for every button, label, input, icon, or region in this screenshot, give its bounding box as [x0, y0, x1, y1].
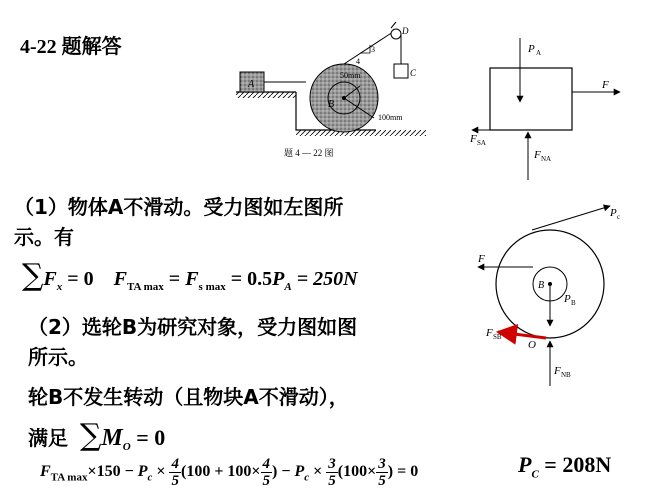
force-fsb-arrow	[498, 332, 546, 338]
force-pc-arrow	[532, 206, 610, 230]
svg-text:SB: SB	[493, 333, 502, 341]
svg-text:NB: NB	[561, 371, 571, 379]
svg-text:B: B	[571, 299, 576, 307]
svg-text:c: c	[617, 213, 621, 221]
equation-2: 满足 $\sum M_O = 0$	[28, 418, 166, 453]
label-b: B	[328, 99, 335, 110]
force-pb-label: P	[564, 293, 571, 305]
force-fna-label: F	[534, 149, 541, 161]
figure-caption: 题 4 — 22 图	[284, 148, 334, 158]
svg-text:A: A	[536, 49, 542, 57]
ground-bottom	[296, 130, 426, 136]
label-r-big: 100mm	[378, 113, 403, 122]
force-fnb-label: F	[554, 365, 561, 377]
label-slope-3: 3	[371, 45, 375, 54]
svg-text:SA: SA	[477, 139, 486, 147]
pulley-d	[391, 29, 401, 39]
label-a: A	[248, 79, 255, 90]
force-fsb-label: F	[486, 327, 493, 339]
force-f-label: F	[478, 253, 485, 265]
block-c	[394, 64, 408, 78]
point-o-label: O	[528, 339, 536, 351]
wheel-b-label: B	[538, 280, 545, 291]
label-slope-4: 4	[356, 57, 360, 66]
equation-3: $F_{TA max}\times 150 - P_c$ × $\frac{4}{5}$ (100 + 100× $\frac{4}{5}$ ) − $P_c$ × $\frac{3}{5}$ (100× $\frac{3}{5}$ ) = 0	[40, 456, 419, 489]
svg-text:NA: NA	[541, 155, 552, 163]
step3-text: 轮B不发生转动（且物块A不滑动），	[28, 385, 349, 409]
force-f-label: F	[602, 79, 609, 91]
page-title: 4-22 题解答	[20, 36, 122, 58]
problem-figure	[236, 20, 436, 170]
force-fsa-label: F	[470, 133, 477, 145]
answer: $P_C = 208N$	[518, 452, 612, 481]
equation-1: $\sum F_x = 0$ $F_{TA max} = F_{s max} = 0.5P_A = 250N$	[22, 258, 358, 293]
fbd-block-a	[462, 30, 642, 180]
fbd-wheel-b	[470, 196, 660, 386]
block-a-box	[490, 68, 572, 130]
label-r-small: 50mm	[340, 71, 361, 80]
ground-left	[236, 92, 296, 98]
step2-text: （2）选轮B为研究对象，受力图如图 所示。	[28, 315, 358, 369]
force-pa-label: P	[528, 43, 535, 55]
step1-text: （1）物体A不滑动。受力图如左图所 示。有	[14, 195, 344, 249]
label-d: D	[402, 26, 409, 36]
label-c: C	[410, 68, 417, 78]
force-pc-label: P	[610, 207, 617, 219]
